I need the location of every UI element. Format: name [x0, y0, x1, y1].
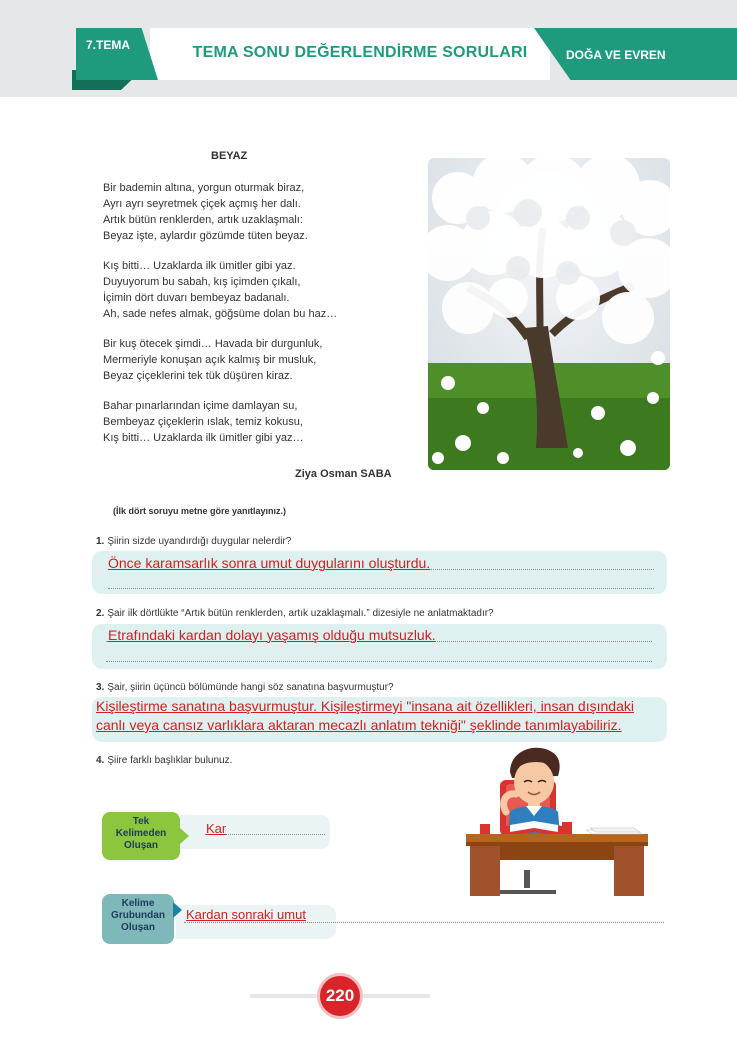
- question-number: 4.: [96, 755, 105, 766]
- page-title: TEMA SONU DEĞERLENDİRME SORULARI: [192, 44, 528, 61]
- section-label: DOĞA VE EVREN: [566, 48, 666, 62]
- poem-title: BEYAZ: [211, 150, 248, 162]
- question-1: [96, 536, 291, 547]
- question-number: 1.: [96, 536, 105, 547]
- answer-2[interactable]: Etrafındaki kardan dolayı yaşamış olduğu mutsuzluk.: [108, 627, 436, 643]
- single-word-answer[interactable]: Kar: [206, 821, 227, 836]
- page-number: 220: [317, 973, 363, 1019]
- answer-3-line-2[interactable]: canlı veya cansız varlıklara aktaran mecazlı anlatım tekniği" şeklinde tanımlayabiliriz.: [96, 717, 622, 733]
- poem-line: Ah, sade nefes almak, göğsüme dolan bu haz…: [103, 308, 338, 320]
- single-word-label: Tek Kelimeden Oluşan: [102, 812, 180, 860]
- single-word-answer-area: [180, 815, 330, 849]
- tema-label: 7.TEMA: [86, 38, 131, 52]
- boy-reading-illustration: [466, 742, 662, 900]
- stanza-3: [103, 336, 423, 384]
- label-pointer: [180, 828, 189, 844]
- poem-line: Mermeriyle konuşan açık kalmış bir musluk,: [103, 354, 317, 366]
- question-3: [96, 682, 394, 693]
- phrase-answer[interactable]: Kardan sonraki umut: [186, 907, 306, 922]
- poem-line: Artık bütün renklerden, artık uzaklaşmalı:: [103, 214, 303, 226]
- question-text: Şiirin sizde uyandırdığı duygular nelerdir?: [107, 536, 292, 547]
- poem-line: Kış bitti… Uzaklarda ilk ümitler gibi yaz.: [103, 260, 296, 272]
- poem-line: İçimin dört duvarı bembeyaz badanalı.: [103, 292, 290, 304]
- answer-line: [106, 661, 652, 662]
- blossom-tree-image: [428, 158, 670, 470]
- poem-line: Beyaz çiçeklerini tek tük düşüren kiraz.: [103, 370, 293, 382]
- poem-line: Duyuyorum bu sabah, kış içimden çıkalı,: [103, 276, 301, 288]
- answer-line: [108, 588, 654, 589]
- poem-line: Bir kuş ötecek şimdi… Havada bir durgunluk,: [103, 338, 323, 350]
- stanza-1: [103, 180, 423, 244]
- poem-line: Kış bitti… Uzaklarda ilk ümitler gibi yaz…: [103, 432, 304, 444]
- question-number: 2.: [96, 608, 105, 619]
- answer-line: [184, 922, 664, 923]
- stanza-4: [103, 398, 423, 446]
- answer-1[interactable]: Önce karamsarlık sonra umut duygularını oluşturdu.: [108, 555, 431, 571]
- poem-author: Ziya Osman SABA: [295, 468, 392, 480]
- phrase-label: Kelime Grubundan Oluşan: [102, 894, 174, 944]
- stanza-2: [103, 258, 423, 322]
- poem-line: Beyaz işte, aylardır gözümde tüten beyaz.: [103, 230, 308, 242]
- answer-3-line-1[interactable]: Kişileştirme sanatına başvurmuştur. Kişileştirmeyi "insana ait özellikleri, insan dışındaki: [96, 698, 634, 714]
- question-text: Şiire farklı başlıklar bulunuz.: [107, 755, 233, 766]
- question-number: 3.: [96, 682, 105, 693]
- poem-line: Ayrı ayrı seyretmek çiçek açmış her dalı.: [103, 198, 301, 210]
- question-text: Şair ilk dörtlükte “Artık bütün renklerden, artık uzaklaşmalı.” dizesiyle ne anlatmaktadır?: [107, 608, 494, 619]
- poem-line: Bembeyaz çiçeklerin ıslak, temiz kokusu,: [103, 416, 303, 428]
- question-text: Şair, şiirin üçüncü bölümünde hangi söz sanatına başvurmuştur?: [107, 682, 394, 693]
- question-2: [96, 608, 494, 619]
- question-4: [96, 755, 232, 766]
- label-pointer: [173, 902, 182, 918]
- instruction-text: (İlk dört soruyu metne göre yanıtlayınız.): [113, 506, 287, 516]
- poem-body: [103, 180, 423, 460]
- poem-line: Bir bademin altına, yorgun oturmak biraz,: [103, 182, 305, 194]
- poem-line: Bahar pınarlarından içime damlayan su,: [103, 400, 298, 412]
